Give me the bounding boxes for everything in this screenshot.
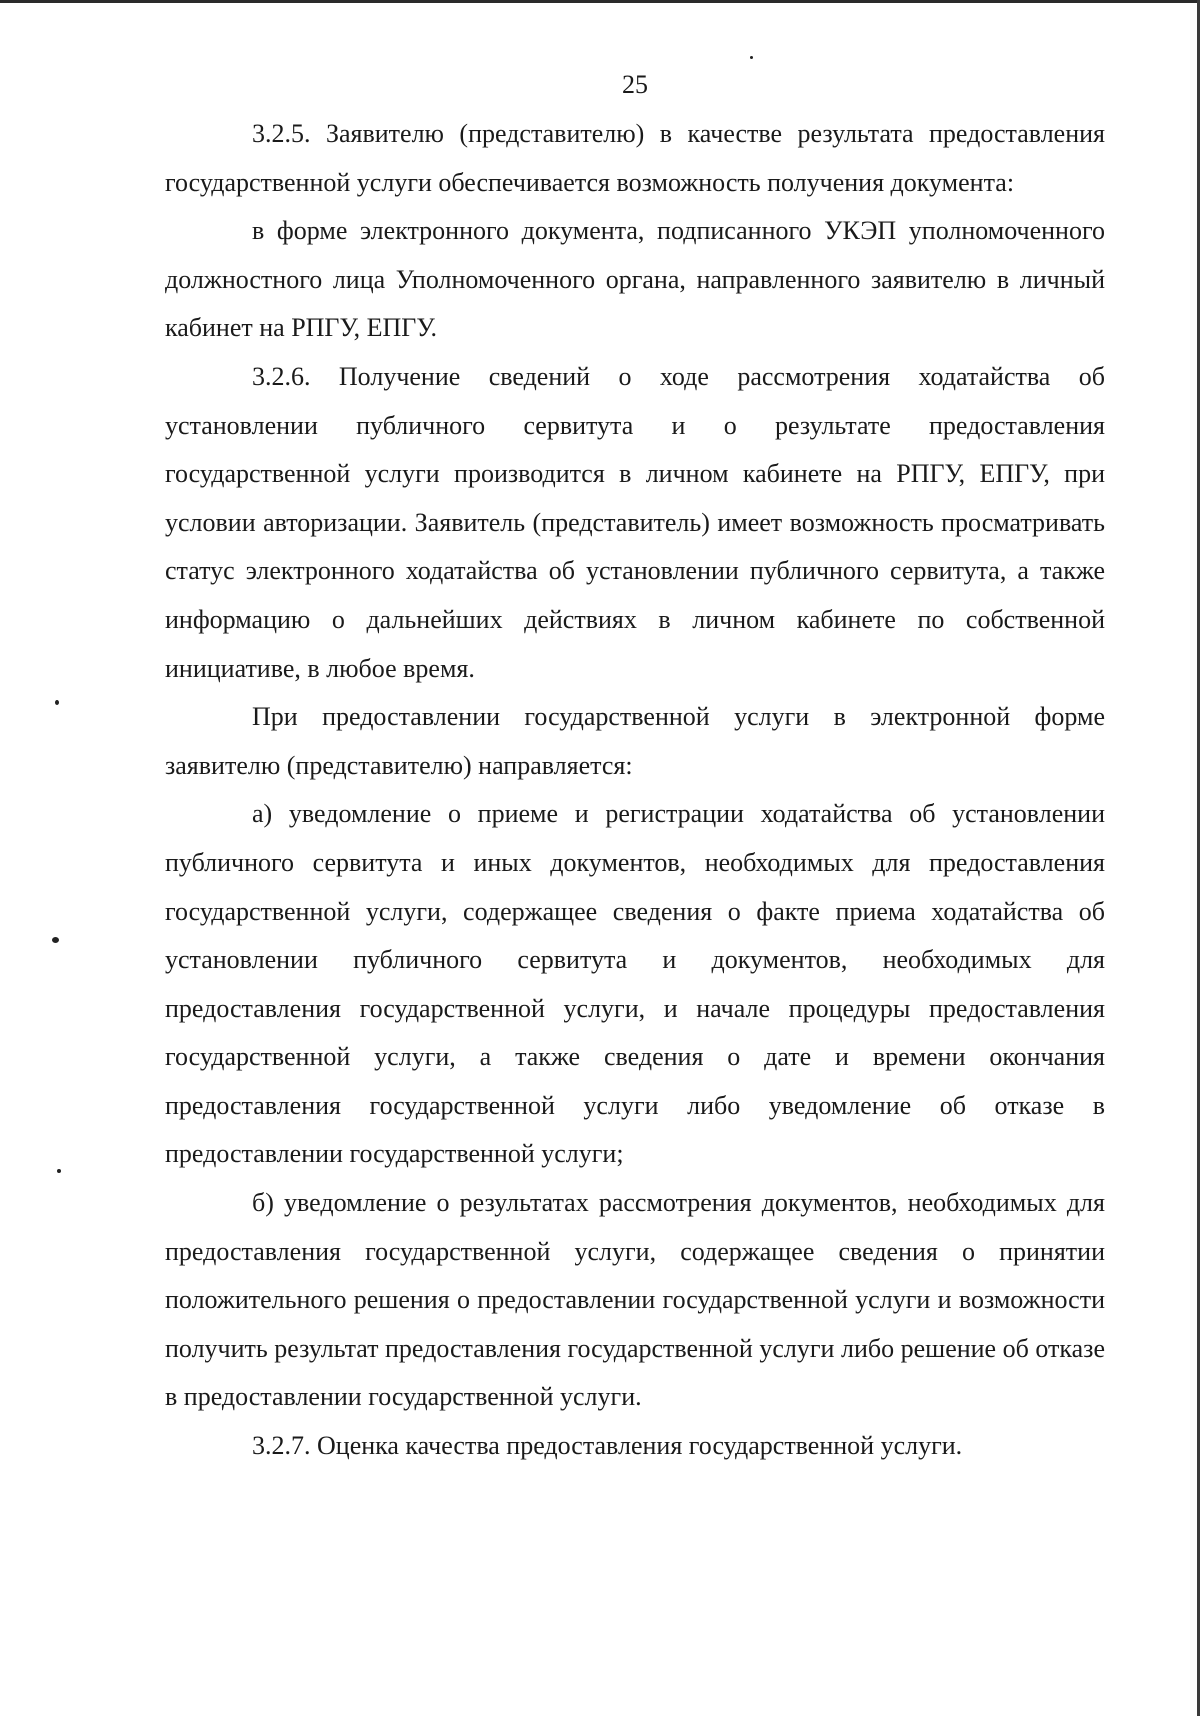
- paragraph-3-2-5: 3.2.5. Заявителю (представителю) в качестве результата предоставления государственной услуги обеспечивается возможность получения документа:: [165, 119, 1105, 197]
- paragraph-electronic-document: в форме электронного документа, подписанного УКЭП уполномоченного должностного лица Уполномоченного органа, направленного заявителю в личный кабинет на РПГУ, ЕПГУ.: [165, 216, 1105, 343]
- scan-speck: [52, 937, 59, 943]
- scan-edge-top: [0, 0, 1200, 3]
- page-number: 25: [622, 70, 648, 99]
- document-body: [165, 110, 1105, 1471]
- scan-speck: [750, 56, 753, 59]
- scan-speck: [57, 1169, 61, 1173]
- paragraph-item-a: а) уведомление о приеме и регистрации ходатайства об установлении публичного сервитута и иных документов, необходимых для предоставления государственной услуги, содержащее сведения о факте приема ходатайства об установлении публичного сервитута и документов, необходимых для предоставления государственной услуги, и начале процедуры предоставления государственной услуги, а также сведения о дате и времени окончания предоставления государственной услуги либо уведомление об отказе в предоставлении государственной услуги;: [165, 799, 1105, 1169]
- paragraph-3-2-6: 3.2.6. Получение сведений о ходе рассмотрения ходатайства об установлении публичного сервитута и о результате предоставления государственной услуги производится в личном кабинете на РПГУ, ЕПГУ, при условии авторизации. Заявитель (представитель) имеет возможность просматривать статус электронного ходатайства об установлении публичного сервитута, а также информацию о дальнейших действиях в личном кабинете по собственной инициативе, в любое время.: [165, 361, 1105, 683]
- paragraph-electronic-form: При предоставлении государственной услуги в электронной форме заявителю (представителю) направляется:: [165, 702, 1105, 780]
- paragraph-3-2-7: 3.2.7. Оценка качества предоставления государственной услуги.: [252, 1431, 963, 1461]
- scan-speck: [55, 700, 59, 705]
- paragraph-item-b: б) уведомление о результатах рассмотрения документов, необходимых для предоставления государственной услуги, содержащее сведения о принятии положительного решения о предоставлении государственной услуги и возможности получить результат предоставления государственной услуги либо решение об отказе в предоставлении государственной услуги.: [165, 1188, 1105, 1412]
